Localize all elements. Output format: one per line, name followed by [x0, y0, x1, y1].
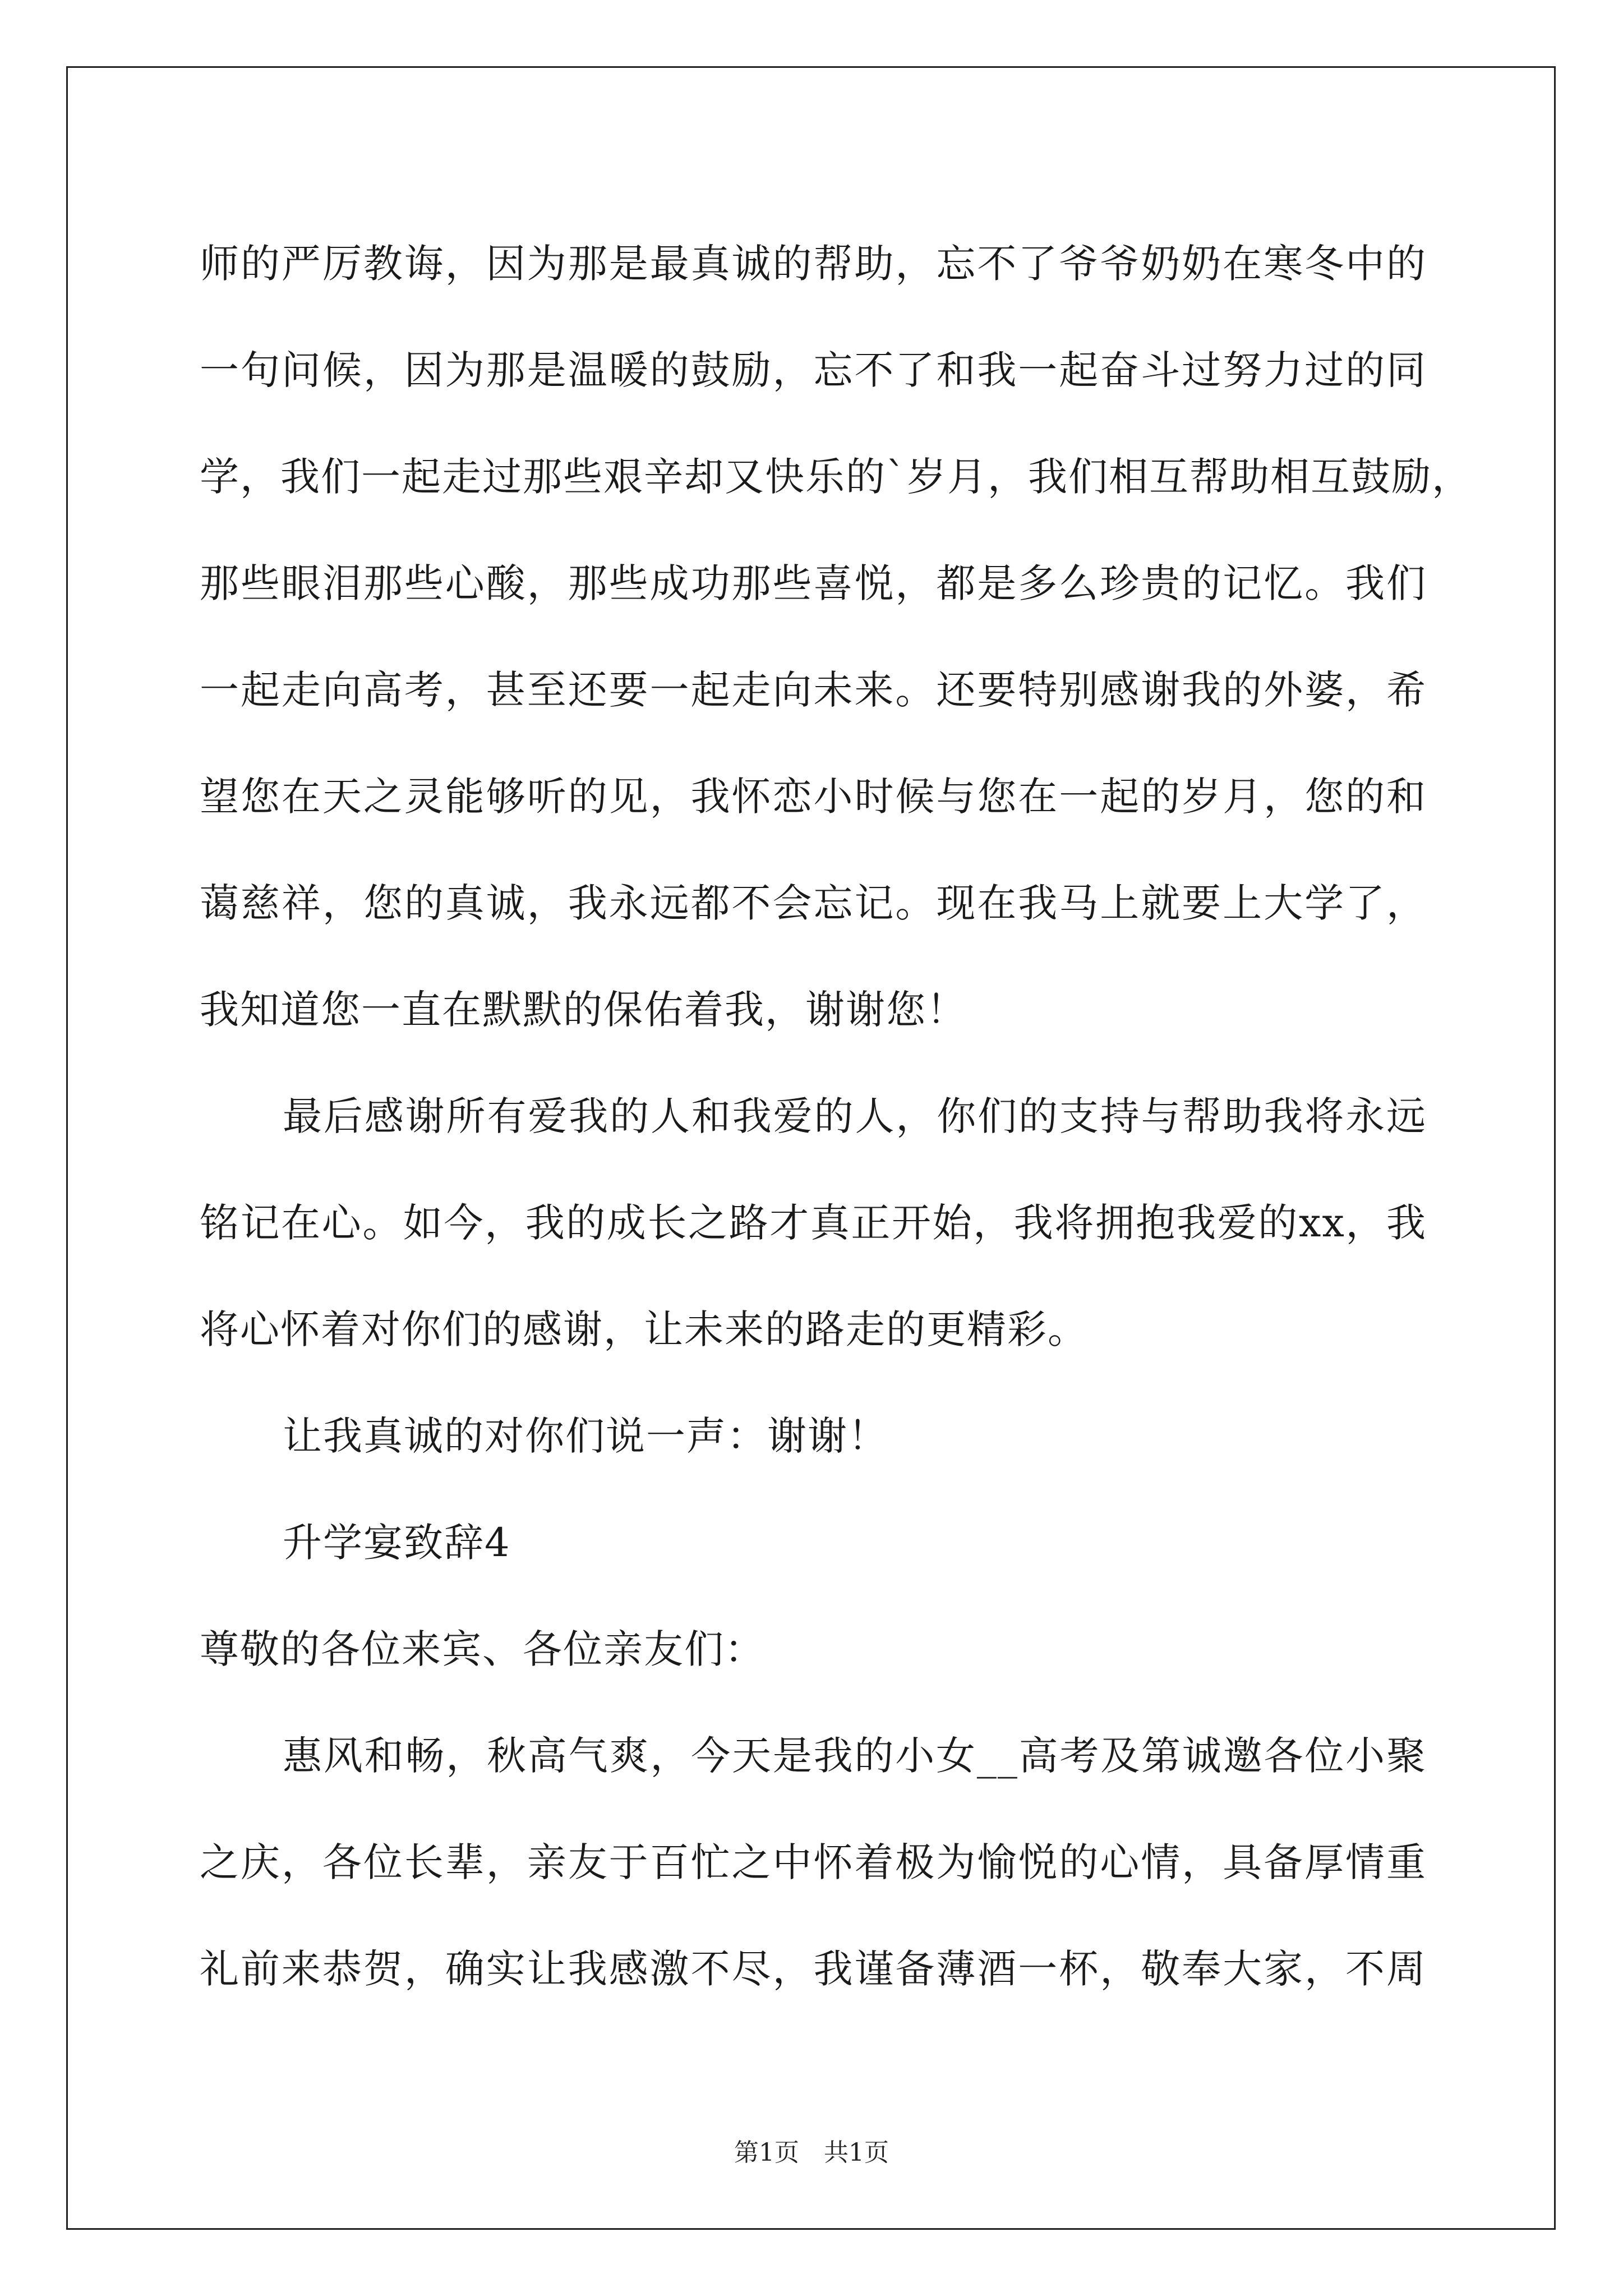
text-line: 将心怀着对你们的感谢，让未来的路走的更精彩。: [200, 1306, 1088, 1352]
paragraph-first-line: 让我真诚的对你们说一声：谢谢！: [283, 1413, 888, 1459]
text-line: 学，我们一起走过那些艰辛却又快乐的`岁月，我们相互帮助相互鼓励，: [200, 454, 1472, 500]
text-line: 师的严厉教诲，因为那是最真诚的帮助，忘不了爷爷奶奶在寒冬中的: [200, 241, 1427, 287]
text-line: 一起走向高考，甚至还要一起走向未来。还要特别感谢我的外婆，希: [200, 667, 1427, 713]
page-footer: 第1页 共1页: [734, 2138, 889, 2167]
paragraph-first-line: 惠风和畅，秋高气爽，今天是我的小女__高考及第诚邀各位小聚: [283, 1733, 1427, 1779]
document-body: [200, 210, 1472, 2022]
salutation: 尊敬的各位来宾、各位亲友们：: [200, 1626, 765, 1672]
text-line: 望您在天之灵能够听的见，我怀恋小时候与您在一起的岁月，您的和: [200, 774, 1427, 820]
text-line: 一句问候，因为那是温暖的鼓励，忘不了和我一起奋斗过努力过的同: [200, 347, 1427, 393]
text-line: 蔼慈祥，您的真诚，我永远都不会忘记。现在我马上就要上大学了，: [200, 880, 1427, 926]
text-line: 之庆，各位长辈，亲友于百忙之中怀着极为愉悦的心情，具备厚情重: [200, 1839, 1427, 1885]
text-line: 铭记在心。如今，我的成长之路才真正开始，我将拥抱我爱的xx，我: [200, 1200, 1427, 1246]
section-heading: 升学宴致辞4: [283, 1520, 511, 1566]
paragraph-first-line: 最后感谢所有爱我的人和我爱的人，你们的支持与帮助我将永远: [283, 1093, 1427, 1139]
text-line: 礼前来恭贺，确实让我感激不尽，我谨备薄酒一杯，敬奉大家，不周: [200, 1946, 1427, 1992]
text-line: 那些眼泪那些心酸，那些成功那些喜悦，都是多么珍贵的记忆。我们: [200, 560, 1427, 606]
text-line: 我知道您一直在默默的保佑着我，谢谢您！: [200, 987, 967, 1033]
